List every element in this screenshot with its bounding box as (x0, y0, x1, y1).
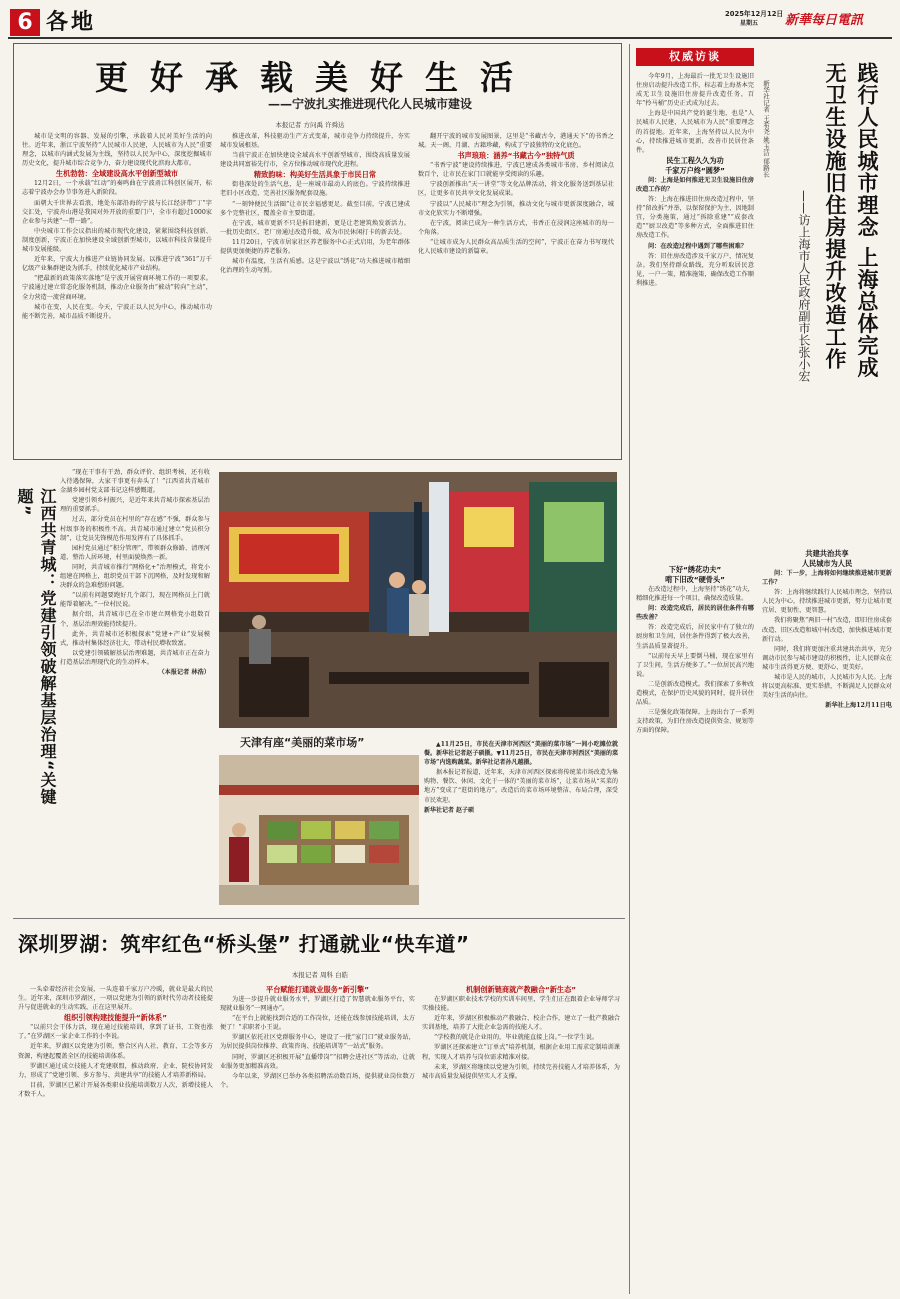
paragraph: 二是创新改造模式。我们探索了多种改造模式，在保护历史风貌的同时，提升居住品质。 (636, 680, 754, 707)
paragraph: 一头牵着经济社会发展，一头连着千家万户冷暖，就业是最大的民生。近年来，深圳市罗湖区，一项以党建为引领的新时代劳动者技能提升与促进就业的生动实践，正在这里展开。 (18, 986, 213, 1012)
market-illustration (219, 755, 419, 905)
paragraph: “以前有问题要跑好几个部门，现在网格员上门就能帮着解决。”一位村民说。 (60, 592, 210, 609)
paragraph: 城市有温度，生活有质感。这是宁波以“绣花”功夫推进城市精细化治理的生动写照。 (220, 258, 410, 275)
paragraph: “让城市成为人民群众高品质生活的空间”，宁波正在奋力书写现代化人民城市建设的新篇章。 (418, 238, 614, 256)
paragraph: “书香宁波”建设持续推进，宁波已建成各类城市书房、乡村阅读点数百个，让市民在家门口就能享受阅读的乐趣。 (418, 162, 614, 179)
paragraph: 过去，部分党员在村里的“存在感”不强，群众参与村级事务的积极性不高。共青城市通过建立“党员积分制”，让党员先锋模范作用发挥有了具体抓手。 (60, 516, 210, 542)
paragraph: 答：改造完成后，居民家中有了独立的厨房和卫生间，居住条件得到了极大改善，生活品质显著提升。 (636, 624, 754, 650)
paragraph: 未来，罗湖区将继续以党建为引领，持续完善技能人才培养体系，为城市高质量发展提供坚实人才支撑。 (422, 1063, 620, 1080)
masthead-weekday: 星期五 (740, 20, 759, 27)
interview-tag: 权威访谈 (636, 48, 754, 66)
section-heading: 千家万户终“圆梦” (665, 165, 725, 175)
masthead-date: 2025年12月12日 (725, 10, 784, 18)
paragraph: 党建引领乡村振兴，是近年来共青城市探索基层治理的重要抓手。 (60, 497, 210, 514)
paragraph: 此外，共青城市还积极探索“党建+产业”发展模式，推动村集体经济壮大，带动村民增收致富。 (60, 630, 210, 647)
photo-credit-label: 新华社记者 (424, 806, 455, 814)
paragraph: 答：上海将继续践行人民城市理念，坚持以人民为中心，持续推进城市更新，努力让城市更宜居、更韧性、更智慧。 (762, 589, 892, 615)
jiangxi-title: 江西共青城：党建引领破解基层治理“关键题” (15, 488, 57, 806)
newspaper-logo: 新華每日電訊 (785, 13, 864, 28)
paragraph: 答：上海在推进旧住房改造过程中，坚持“留改拆”并举，以保留保护为主，因地制宜，分类施策，通过“拆除重建”“成套改造”“厨卫改造”等多种方式，全面推进旧住房改造工作。 (636, 196, 754, 240)
section-heading: 机制创新链商就产教融合“新生态” (465, 985, 577, 994)
interview-dateline: 新华社上海12月11日电 (825, 702, 892, 710)
section-heading: 啃下旧改“硬骨头” (665, 575, 725, 584)
paragraph: “在平台上就能找到合适的工作岗位，还能在线参加技能培训，太方便了！”求职者小王说。 (220, 1015, 415, 1032)
section-heading: 生机勃勃：全域建设高水平创新型城市 (55, 169, 179, 179)
lead-column-2 (220, 132, 410, 454)
paragraph: 城市是文明的容器、发展的引擎，承载着人民对美好生活的向往。近年来，浙江宁波坚持“人民城市人民建，人民城市为人民”重要理念，以城市内涵式发展为主线，坚持以人民为中心，深度挖掘城市历史文化，提升城市综合竞争力，奋力建设现代化滨海大都市。 (22, 133, 212, 168)
divider (13, 918, 625, 919)
section-heading: 人民城市为人民 (801, 559, 853, 568)
paragraph: 罗湖区依托社区党群服务中心，建设了一批“家门口”就业服务站，为居民提供岗位推荐、政策咨询、技能培训等“一站式”服务。 (220, 1034, 415, 1051)
shenzhen-column-2 (220, 985, 415, 1291)
paragraph: 在宁波，阅读已成为一种生活方式，书香正在浸润这座城市的每一个角落。 (418, 219, 614, 236)
paragraph: 问：下一步，上海将如何继续推进城市更新工作？ (762, 570, 892, 587)
food-court-illustration (219, 472, 617, 728)
paragraph: 同时，共青城市推行“网格化+”治理模式，将党小组建在网格上，组织党员干部下沉网格，及时发现和解决群众的急难愁盼问题。 (60, 563, 210, 590)
section-heading: 精致韵味：构美好生活具象于市民日常 (253, 170, 377, 180)
interview-subtitle: ——访上海市人民政府副市长张小宏 (797, 190, 811, 382)
paragraph: “把最新的政策落实落地”是宁波开展营商环境工作的一项要求。宁波通过建立常态化服务机制，推动企业服务由“被动”转向“主动”，全力营造一流营商环境。 (22, 275, 212, 301)
section-heading: 共建共治共享 (805, 549, 849, 558)
shenzhen-column-3 (422, 985, 620, 1291)
paragraph: 目前，罗湖区已累计开展各类职业技能培训数万人次，新增技能人才数千人。 (18, 1081, 213, 1098)
paragraph: 我们将聚焦“两旧一村”改造，即旧住房成套改造、旧区改造和城中村改造，加快推进城市更新行动。 (762, 617, 892, 643)
section-heading: 书声琅琅：涵养“书藏古今”独特气质 (457, 151, 575, 161)
paragraph: 12月2日，一个承载“红动”的奏鸣曲在宁波甬江科创区展开，标志着宁波办会办节事务进入新阶段。 (22, 180, 212, 197)
paragraph: 城市是人民的城市，人民城市为人民。上海将以更高标准、更实举措，不断满足人民群众对美好生活的向往。 (762, 674, 892, 700)
lead-subtitle: ——宁波扎实推进现代化人民城市建设 (267, 97, 472, 111)
paragraph: 问：在改造过程中遇到了哪些困难？ (648, 242, 747, 250)
photo-caption-title: 天津有座“美丽的菜市场” (240, 736, 365, 749)
section-heading: 平台赋能打通就业服务“新引擎” (266, 985, 369, 994)
lead-byline: 本报记者 方问禹 许舜达 (275, 121, 345, 129)
column-divider (629, 44, 630, 1294)
interview-column-b (636, 565, 754, 1293)
paragraph: 园村党员通过“积分管理”，带领群众修路、清理河道、整治人居环境，村里面貌焕然一新。 (60, 544, 210, 561)
paragraph: 街巷深处的生活气息，是一座城市最动人的底色。宁波持续推进老旧小区改造，完善社区服务配套设施。 (220, 181, 410, 198)
paragraph: 据介绍，共青城市已在全市建立网格党小组数百个，基层治理效能持续提升。 (60, 611, 210, 628)
paragraph: 近年来，罗湖区积极推动产教融合、校企合作，建立了一批产教融合实训基地，培养了大批企业急需的技能人才。 (422, 1015, 620, 1032)
page-number-badge: 6 (10, 9, 40, 36)
photo-market (219, 755, 419, 905)
shenzhen-title: 深圳罗湖：筑牢红色“桥头堡” 打通就业“快车道” (18, 932, 470, 956)
interview-column-c (762, 545, 892, 1293)
masthead-rule (8, 37, 892, 39)
paragraph: 以党建引领破解基层治理难题，共青城市正在奋力打造基层治理现代化的生动样本。 (60, 649, 210, 666)
caption-body: 据本报记者报道，近年来，天津市河西区探索将传统菜市场改造为集购物、餐饮、休闲、文化于一体的“美丽的菜市场”，让菜市场从“买菜的地方”变成了“逛街的地方”。改造后的菜市场环境整洁、布局合理，深受市民欢迎。 (424, 769, 618, 804)
paragraph: 宁波以“人民城市”理念为引领，推动文化与城市更新深度融合，城市文化软实力不断增强。 (418, 200, 614, 217)
interview-title-line-2: 无卫生设施旧住房提升改造工作 (823, 62, 847, 370)
caption-text: ▲11月25日，市民在天津市河西区“美丽的菜市场”一间小吃摊位就餐。新华社记者赵子硕摄。▼11月25日，市民在天津市河西区“美丽的菜市场”内选购蔬菜。新华社记者孙凡越摄。 (424, 741, 618, 767)
interview-column-a (636, 72, 754, 562)
paragraph: 11月20日，宁波市居家社区养老服务中心正式启用，为老年群体提供更加便捷的养老服务。 (220, 238, 410, 256)
section-heading: 组织引领构建技能提升“新体系” (64, 1013, 167, 1023)
lead-column-3 (418, 132, 614, 454)
paragraph: 在改造过程中，上海坚持“绣花”功夫，精细化推进每一个项目，确保改造质量。 (636, 586, 754, 603)
paragraph: 三是强化政策保障。上海出台了一系列支持政策，为旧住房改造提供资金、规划等方面的保障。 (636, 709, 754, 735)
paragraph: 推进改革，科技驱动生产方式变革，城市竞争力持续提升，夯实城市发展根基。 (220, 133, 410, 150)
shenzhen-byline: 本报记者 周科 白皓 (291, 971, 349, 979)
section-heading: 下好“绣花功夫” (668, 565, 722, 574)
jiangxi-body (60, 468, 210, 913)
photo-caption (424, 740, 618, 912)
paragraph: “以前只会干体力活，现在通过技能培训，拿到了证书，工资也涨了。”在罗湖区一家企业工作的小李说。 (18, 1024, 213, 1041)
paragraph: 当前宁波正在加快建设全域高水平创新型城市，围绕高质量发展建设共同富裕先行市，全方位推动城市现代化进程。 (220, 152, 410, 169)
paragraph: “学校教的就是企业用的，毕业就能直接上岗。”一位学生说。 (434, 1034, 599, 1042)
section-heading: 民生工程久久为功 (666, 155, 724, 165)
paragraph: 上海是中国共产党的诞生地，也是“人民城市人民建，人民城市为人民”重要理念的首提地。近年来，上海坚持以人民为中心，持续推进城市更新，改善市民居住条件。 (636, 110, 754, 154)
paragraph: 今年9月，上海最后一批无卫生设施旧住房启动提升改造工作，标志着上海基本完成无卫生设施旧住房提升改造任务，百年“拎马桶”历史正式成为过去。 (636, 73, 754, 108)
lead-column-1 (22, 132, 212, 454)
paragraph: 罗湖区还探索建立“订单式”培养机制，根据企业用工需求定制培训课程，实现人才培养与岗位需求精准对接。 (422, 1044, 620, 1061)
paragraph: 今年以来，罗湖区已举办各类招聘活动数百场，提供就业岗位数万个。 (220, 1072, 415, 1089)
jiangxi-byline: （本报记者 林浩） (158, 668, 210, 676)
paragraph: 面朝大千世界去看浪，地处东部沿海的宁波与长江经济带“丁”字交汇处，宁波舟山港是我国对外开放的重要门户，全市有超过1000家企业参与共建“一带一路”。 (22, 199, 212, 225)
paragraph: “现在干事有干劲，群众评价、组织考核，还有收入待遇保障，大家干事更有奔头了！”江西省共青城市金湖乡园村党支部书记这样感慨道。 (60, 469, 210, 495)
interview-byline: 新华社记者 王希尧 姚玉洁 郁路长 (762, 80, 770, 178)
lead-title: 更好承载美好生活 (95, 58, 535, 97)
paragraph: 在宁波，城市更新不只是拆旧建新，更是让老建筑焕发新活力。一批历史街区、老厂房通过改造升级，成为市民休闲打卡的新去处。 (220, 219, 410, 236)
shenzhen-column-1 (18, 985, 213, 1291)
interview-title-line-1: 践行人民城市理念 上海总体完成 (855, 62, 879, 379)
paragraph: 在罗湖区职业技术学校的实训车间里，学生们正在跟着企业导师学习实操技能。 (422, 996, 620, 1013)
paragraph: 同时，我们将更加注重共建共治共享，充分调动市民参与城市建设的积极性，让人民群众在城市生活得更方便、更舒心、更美好。 (762, 645, 892, 671)
paragraph: 近年来，宁波大力推进产业链协同发展。以推进宁波“361”万千亿级产业集群建设为抓手，持续优化城市产业结构。 (22, 256, 212, 273)
photo-credit-name: 赵子硕 (455, 806, 474, 814)
paragraph: 宁波创新推出“天一讲堂”等文化品牌活动，将文化服务送到基层社区，让更多市民共享文化发展成果。 (418, 181, 614, 198)
paragraph: 近年来，罗湖区以党建为引领，整合区内人社、教育、工会等多方资源，构建起覆盖全区的技能培训体系。 (18, 1043, 213, 1060)
paragraph: 城市在变，人民在变。今天，宁波正以人民为中心，推动城市功能不断完善，城市品质不断提升。 (22, 303, 212, 320)
paragraph: 问：改造完成后，居民的居住条件有哪些改善？ (636, 605, 754, 622)
paragraph: 为进一步提升就业服务水平，罗湖区打造了智慧就业服务平台，实现就业服务“一网通办”。 (220, 996, 415, 1013)
paragraph: 答：旧住房改造涉及千家万户，情况复杂。我们坚持群众路线，充分听取居民意见，一户一策，精准施策，确保改造工作顺利推进。 (636, 252, 754, 287)
paragraph: 问：上海是如何推进无卫生设施旧住房改造工作的？ (636, 176, 754, 193)
paragraph: 同时，罗湖区还积极开展“直播带岗”“招聘会进社区”等活动，让就业服务更加精准高效。 (220, 1053, 415, 1070)
paragraph: “一刻钟便民生活圈”让市民幸福感更足。截至目前，宁波已建成多个完整社区，覆盖全市主要街道。 (220, 200, 410, 217)
section-name: 各地 (46, 10, 97, 35)
paragraph: 罗湖区通过成立技能人才党建联盟，推动政府、企业、院校协同发力，形成了“党建引领、多方参与、共建共享”的技能人才培养新格局。 (18, 1062, 213, 1079)
paragraph: 翻开宁波的城市发展图景，这里是“书藏古今，港通天下”的书香之城。天一阁、月湖、古籍珍藏，构成了宁波独特的文化底色。 (418, 133, 614, 150)
paragraph: “以前每天早上要倒马桶，现在家里有了卫生间，生活方便多了。”一位居民高兴地说。 (636, 652, 754, 678)
photo-food-court (219, 472, 617, 728)
paragraph: 中央城市工作会议指出的城市现代化建设，紧紧围绕科技创新、制度创新，宁波正在加快建设全域创新型城市，以城市科技含量提升城市发展能级。 (22, 227, 212, 254)
